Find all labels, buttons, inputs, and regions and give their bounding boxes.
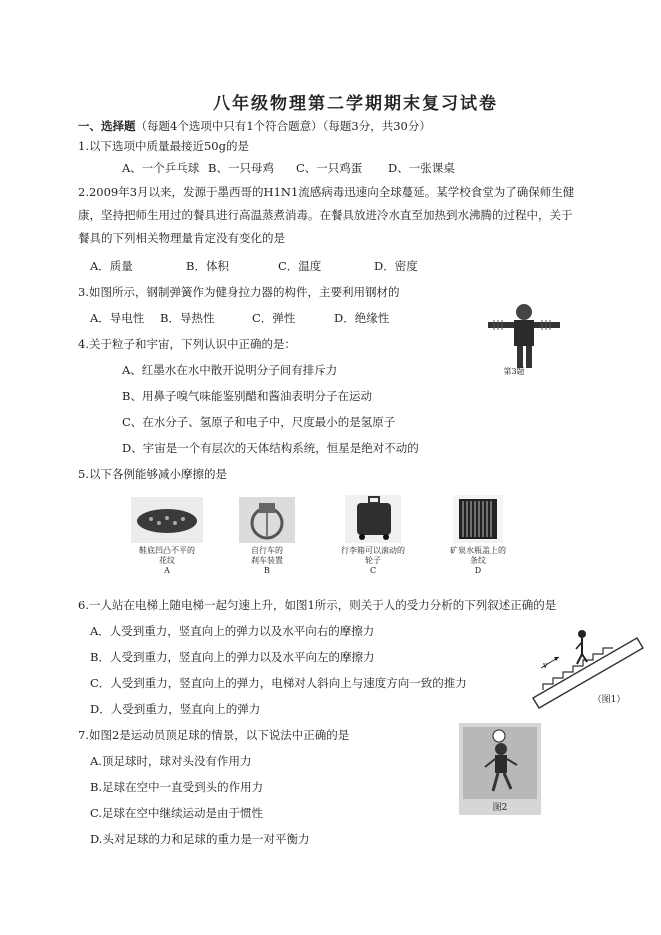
q7-figure-caption: 图2 [492,803,508,813]
q5-picture-c-suitcase [345,495,401,543]
q3-option-b: B．导热性 [160,311,215,325]
q5-caption-c [328,546,418,576]
q7-option-a: A.顶足球时，球对头没有作用力 [90,754,252,768]
q1-option-a: A、一个乒乓球 [122,161,200,175]
velocity-label: v [543,661,548,670]
section-heading-row [78,118,431,134]
q6-stem: 6.一人站在电梯上随电梯一起匀速上升，如图1所示，则关于人的受力分析的下列叙述正确的是 [78,598,557,612]
q2-line-1: 2.2009年3月以来，发源于墨西哥的H1N1流感病毒迅速向全球蔓延。某学校食堂为了确保师生健 [78,185,575,199]
q5-caption-c-line1: 行李箱可以滚动的 [341,546,405,555]
q5-caption-c-line2: 轮子 [365,556,381,565]
q7-stem: 7.如图2是运动员顶足球的情景，以下说法中正确的是 [78,728,350,742]
q5-stem: 5.以下各例能够减小摩擦的是 [78,467,227,481]
section-heading: 一、选择题 [78,119,136,133]
q4-option-a: A、红墨水在水中散开说明分子间有排斥力 [122,363,338,377]
header-football-figure [459,723,541,815]
q5-picture-a-shoe-sole [131,497,203,543]
q4-option-c: C、在水分子、氢原子和电子中，尺度最小的是氢原子 [122,415,396,429]
q6-option-a: A．人受到重力，竖直向上的弹力以及水平向右的摩擦力 [90,624,375,638]
q3-stem: 3.如图所示，钢制弹簧作为健身拉力器的构件，主要利用钢材的 [78,285,400,299]
q5-caption-b-line1: 自行车的 [251,546,283,555]
q6-option-c: C．人受到重力，竖直向上的弹力，电梯对人斜向上与速度方向一致的推力 [90,676,467,690]
q5-caption-c-letter: C [369,566,377,575]
q3-figure-caption: 第3题 [503,367,525,376]
q1-option-c: C、一只鸡蛋 [296,161,363,175]
q6-option-d: D．人受到重力，竖直向上的弹力 [90,702,261,716]
q5-caption-b [227,546,307,576]
q5-caption-d-line1: 矿泉水瓶盖上的 [450,546,506,555]
q6-option-b: B．人受到重力，竖直向上的弹力以及水平向左的摩擦力 [90,650,375,664]
section-note: （每题4个选项中只有1个符合题意）（每题3分，共30分） [135,119,431,133]
q7-option-d: D.头对足球的力和足球的重力是一对平衡力 [90,832,310,846]
q7-option-c: C.足球在空中继续运动是由于惯性 [90,806,264,820]
q5-picture-d-bottle-cap [453,495,503,543]
q5-caption-b-letter: B [264,566,270,575]
q4-stem: 4.关于粒子和宇宙，下列认识中正确的是： [78,337,296,351]
q3-option-d: D．绝缘性 [334,311,390,325]
q5-caption-a-line2: 花纹 [159,556,175,565]
q2-line-2: 康，坚持把师生用过的餐具进行高温蒸煮消毒。在餐具放进冷水直至加热到水沸腾的过程中，关于 [78,208,573,222]
q2-line-3: 餐具的下列相关物理量肯定没有变化的是 [78,231,285,245]
q3-option-c: C．弹性 [252,311,296,325]
q7-option-b: B.足球在空中一直受到头的作用力 [90,780,264,794]
q1-options [122,160,455,176]
q4-option-b: B、用鼻子嗅气味能鉴别醋和酱油表明分子在运动 [122,389,372,403]
q2-option-a: A．质量 [90,259,133,273]
q3-options [90,310,389,326]
q3-option-a: A．导电性 [90,311,145,325]
q5-picture-b-bike-brake [239,497,295,543]
q1-stem: 1.以下选项中质量最接近50g的是 [78,139,249,153]
q2-option-d: D．密度 [374,259,418,273]
q1-option-b: B、一只母鸡 [208,161,274,175]
q4-option-d: D、宇宙是一个有层次的天体结构系统，恒星是绝对不动的 [122,441,419,455]
q2-option-c: C．温度 [278,259,322,273]
q5-caption-a-line1: 鞋底凹凸不平的 [139,546,195,555]
q2-options [90,258,418,274]
q6-figure-caption: （图1） [592,695,626,705]
q2-option-b: B．体积 [186,259,229,273]
q5-caption-b-line2: 刹车装置 [251,556,283,565]
q5-caption-d-letter: D [474,566,482,575]
q5-caption-a [125,546,209,576]
q1-option-d: D、一张课桌 [388,161,455,175]
q5-caption-d-line2: 条纹 [470,556,486,565]
page-title: 八年级物理第二学期期末复习试卷 [213,94,498,114]
q5-caption-d [434,546,522,576]
q5-caption-a-letter: A [164,566,170,575]
